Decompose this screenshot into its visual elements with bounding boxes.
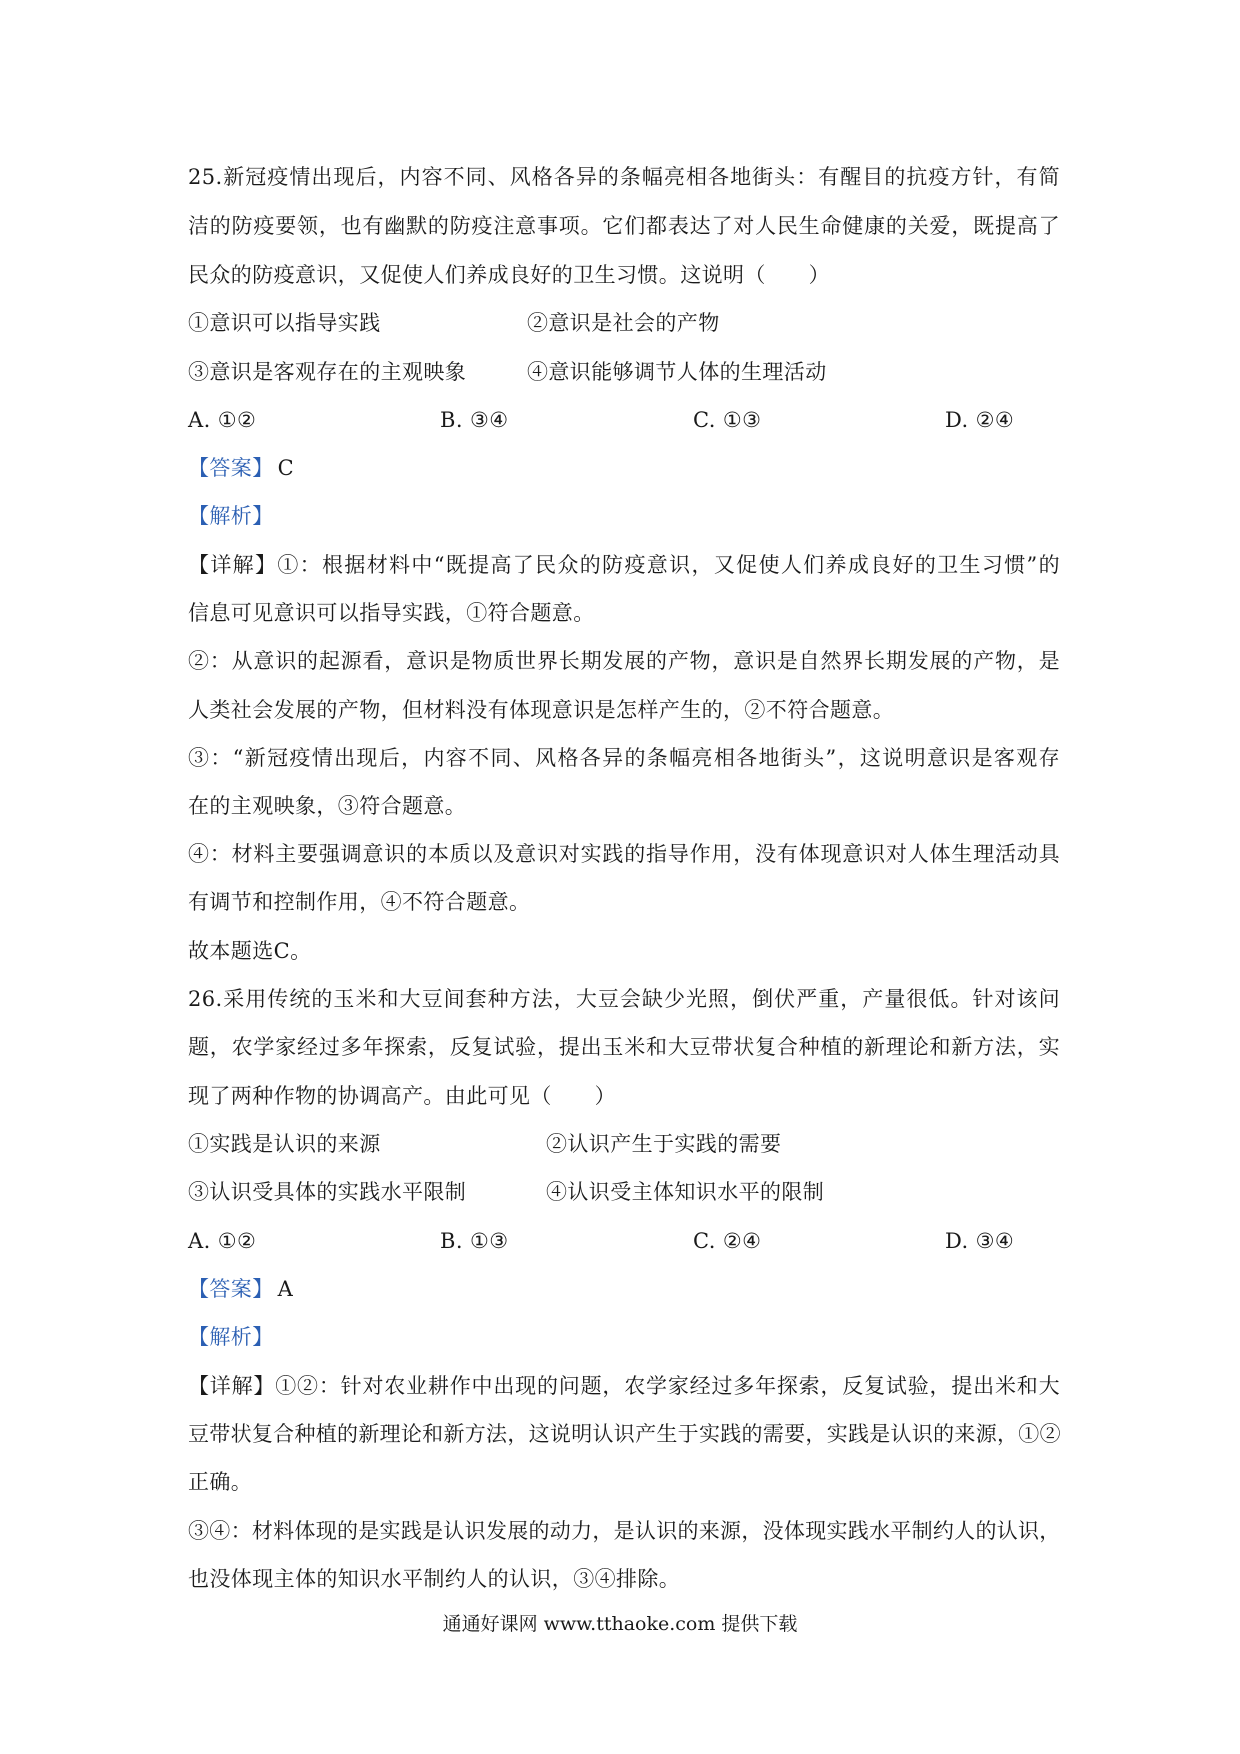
q25-choice-a: A. ①②: [188, 408, 257, 432]
q26-detail-line-2: 豆带状复合种植的新理论和新方法，这说明认识产生于实践的需要，实践是认识的来源，①②: [188, 1422, 1060, 1446]
q25-stem-line-1: 25.新冠疫情出现后，内容不同、风格各异的条幅亮相各地街头：有醒目的抗疫方针，有简: [188, 165, 1060, 189]
q26-item-2: ②认识产生于实践的需要: [546, 1132, 782, 1156]
q26-item-1: ①实践是认识的来源: [188, 1132, 381, 1156]
q25-stem-line-2: 洁的防疫要领，也有幽默的防疫注意事项。它们都表达了对人民生命健康的关爱，既提高了: [188, 214, 1060, 238]
q26-items-row-2: [188, 1177, 1060, 1207]
q25-item-4: ④意识能够调节人体的生理活动: [527, 360, 827, 384]
q26-detail-line-5: 也没体现主体的知识水平制约人的认识，③④排除。: [188, 1567, 681, 1591]
q25-detail-line-5: ③：“新冠疫情出现后，内容不同、风格各异的条幅亮相各地街头”，这说明意识是客观存: [188, 746, 1060, 770]
q25-detail-line-8: 有调节和控制作用，④不符合题意。: [188, 890, 531, 914]
q26-item-4: ④认识受主体知识水平的限制: [546, 1180, 825, 1204]
q26-stem-line-2: 题，农学家经过多年探索，反复试验，提出玉米和大豆带状复合种植的新理论和新方法，实: [188, 1035, 1060, 1059]
q26-detail-line-4: ③④：材料体现的是实践是认识发展的动力，是认识的来源，没体现实践水平制约人的认识，: [188, 1519, 1060, 1543]
q25-items-row-2: [188, 357, 1060, 387]
q25-item-2: ②意识是社会的产物: [527, 311, 720, 335]
q25-detail-line-2: 信息可见意识可以指导实践，①符合题意。: [188, 601, 595, 625]
q26-stem-line-1: 26.采用传统的玉米和大豆间套种方法，大豆会缺少光照，倒伏严重，产量很低。针对该问: [188, 987, 1060, 1011]
q26-items-row-1: [188, 1129, 1060, 1159]
q25-choice-d: D. ②④: [945, 408, 1015, 432]
q25-analysis: [188, 501, 1060, 531]
q25-detail-line-7: ④：材料主要强调意识的本质以及意识对实践的指导作用，没有体现意识对人体生理活动具: [188, 842, 1060, 866]
q25-detail-line-3: ②：从意识的起源看，意识是物质世界长期发展的产物，意识是自然界长期发展的产物，是: [188, 649, 1060, 673]
q25-answer-value: C: [277, 456, 295, 480]
q26-choice-a: A. ①②: [188, 1229, 257, 1253]
q26-detail-line-3: 正确。: [188, 1470, 253, 1494]
q25-analysis-label: 【解析】: [188, 504, 274, 528]
q25-detail-line-1: 【详解】①：根据材料中“既提高了民众的防疫意识，又促使人们养成良好的卫生习惯”的: [188, 553, 1060, 577]
q25-detail-line-4: 人类社会发展的产物，但材料没有体现意识是怎样产生的，②不符合题意。: [188, 698, 895, 722]
q26-choice-b: B. ①③: [440, 1229, 509, 1253]
q26-item-3: ③认识受具体的实践水平限制: [188, 1180, 467, 1204]
q26-detail-line-1: 【详解】①②：针对农业耕作中出现的问题，农学家经过多年探索，反复试验，提出米和大: [188, 1374, 1060, 1398]
q26-stem-line-3: 现了两种作物的协调高产。由此可见（ ）: [188, 1084, 616, 1108]
q26-answer: [188, 1274, 1060, 1304]
q25-choice-b: B. ③④: [440, 408, 509, 432]
page-footer: 通通好课网 www.tthaoke.com 提供下载: [442, 1613, 798, 1635]
q25-detail-line-9: 故本题选C。: [188, 939, 312, 963]
q25-answer: [188, 453, 1060, 483]
q25-items-row-1: [188, 308, 1060, 338]
q25-choice-c: C. ①③: [693, 408, 762, 432]
q26-answer-value: A: [277, 1277, 294, 1301]
q26-analysis: [188, 1322, 1060, 1352]
q25-detail-line-6: 在的主观映象，③符合题意。: [188, 794, 467, 818]
q26-choice-c: C. ②④: [693, 1229, 762, 1253]
q26-analysis-label: 【解析】: [188, 1325, 274, 1349]
q25-item-3: ③意识是客观存在的主观映象: [188, 360, 467, 384]
q25-stem-line-3: 民众的防疫意识，又促使人们养成良好的卫生习惯。这说明（ ）: [188, 263, 830, 287]
q25-answer-label: 【答案】: [188, 456, 274, 480]
q25-item-1: ①意识可以指导实践: [188, 311, 381, 335]
q26-choice-d: D. ③④: [945, 1229, 1015, 1253]
q26-answer-label: 【答案】: [188, 1277, 274, 1301]
